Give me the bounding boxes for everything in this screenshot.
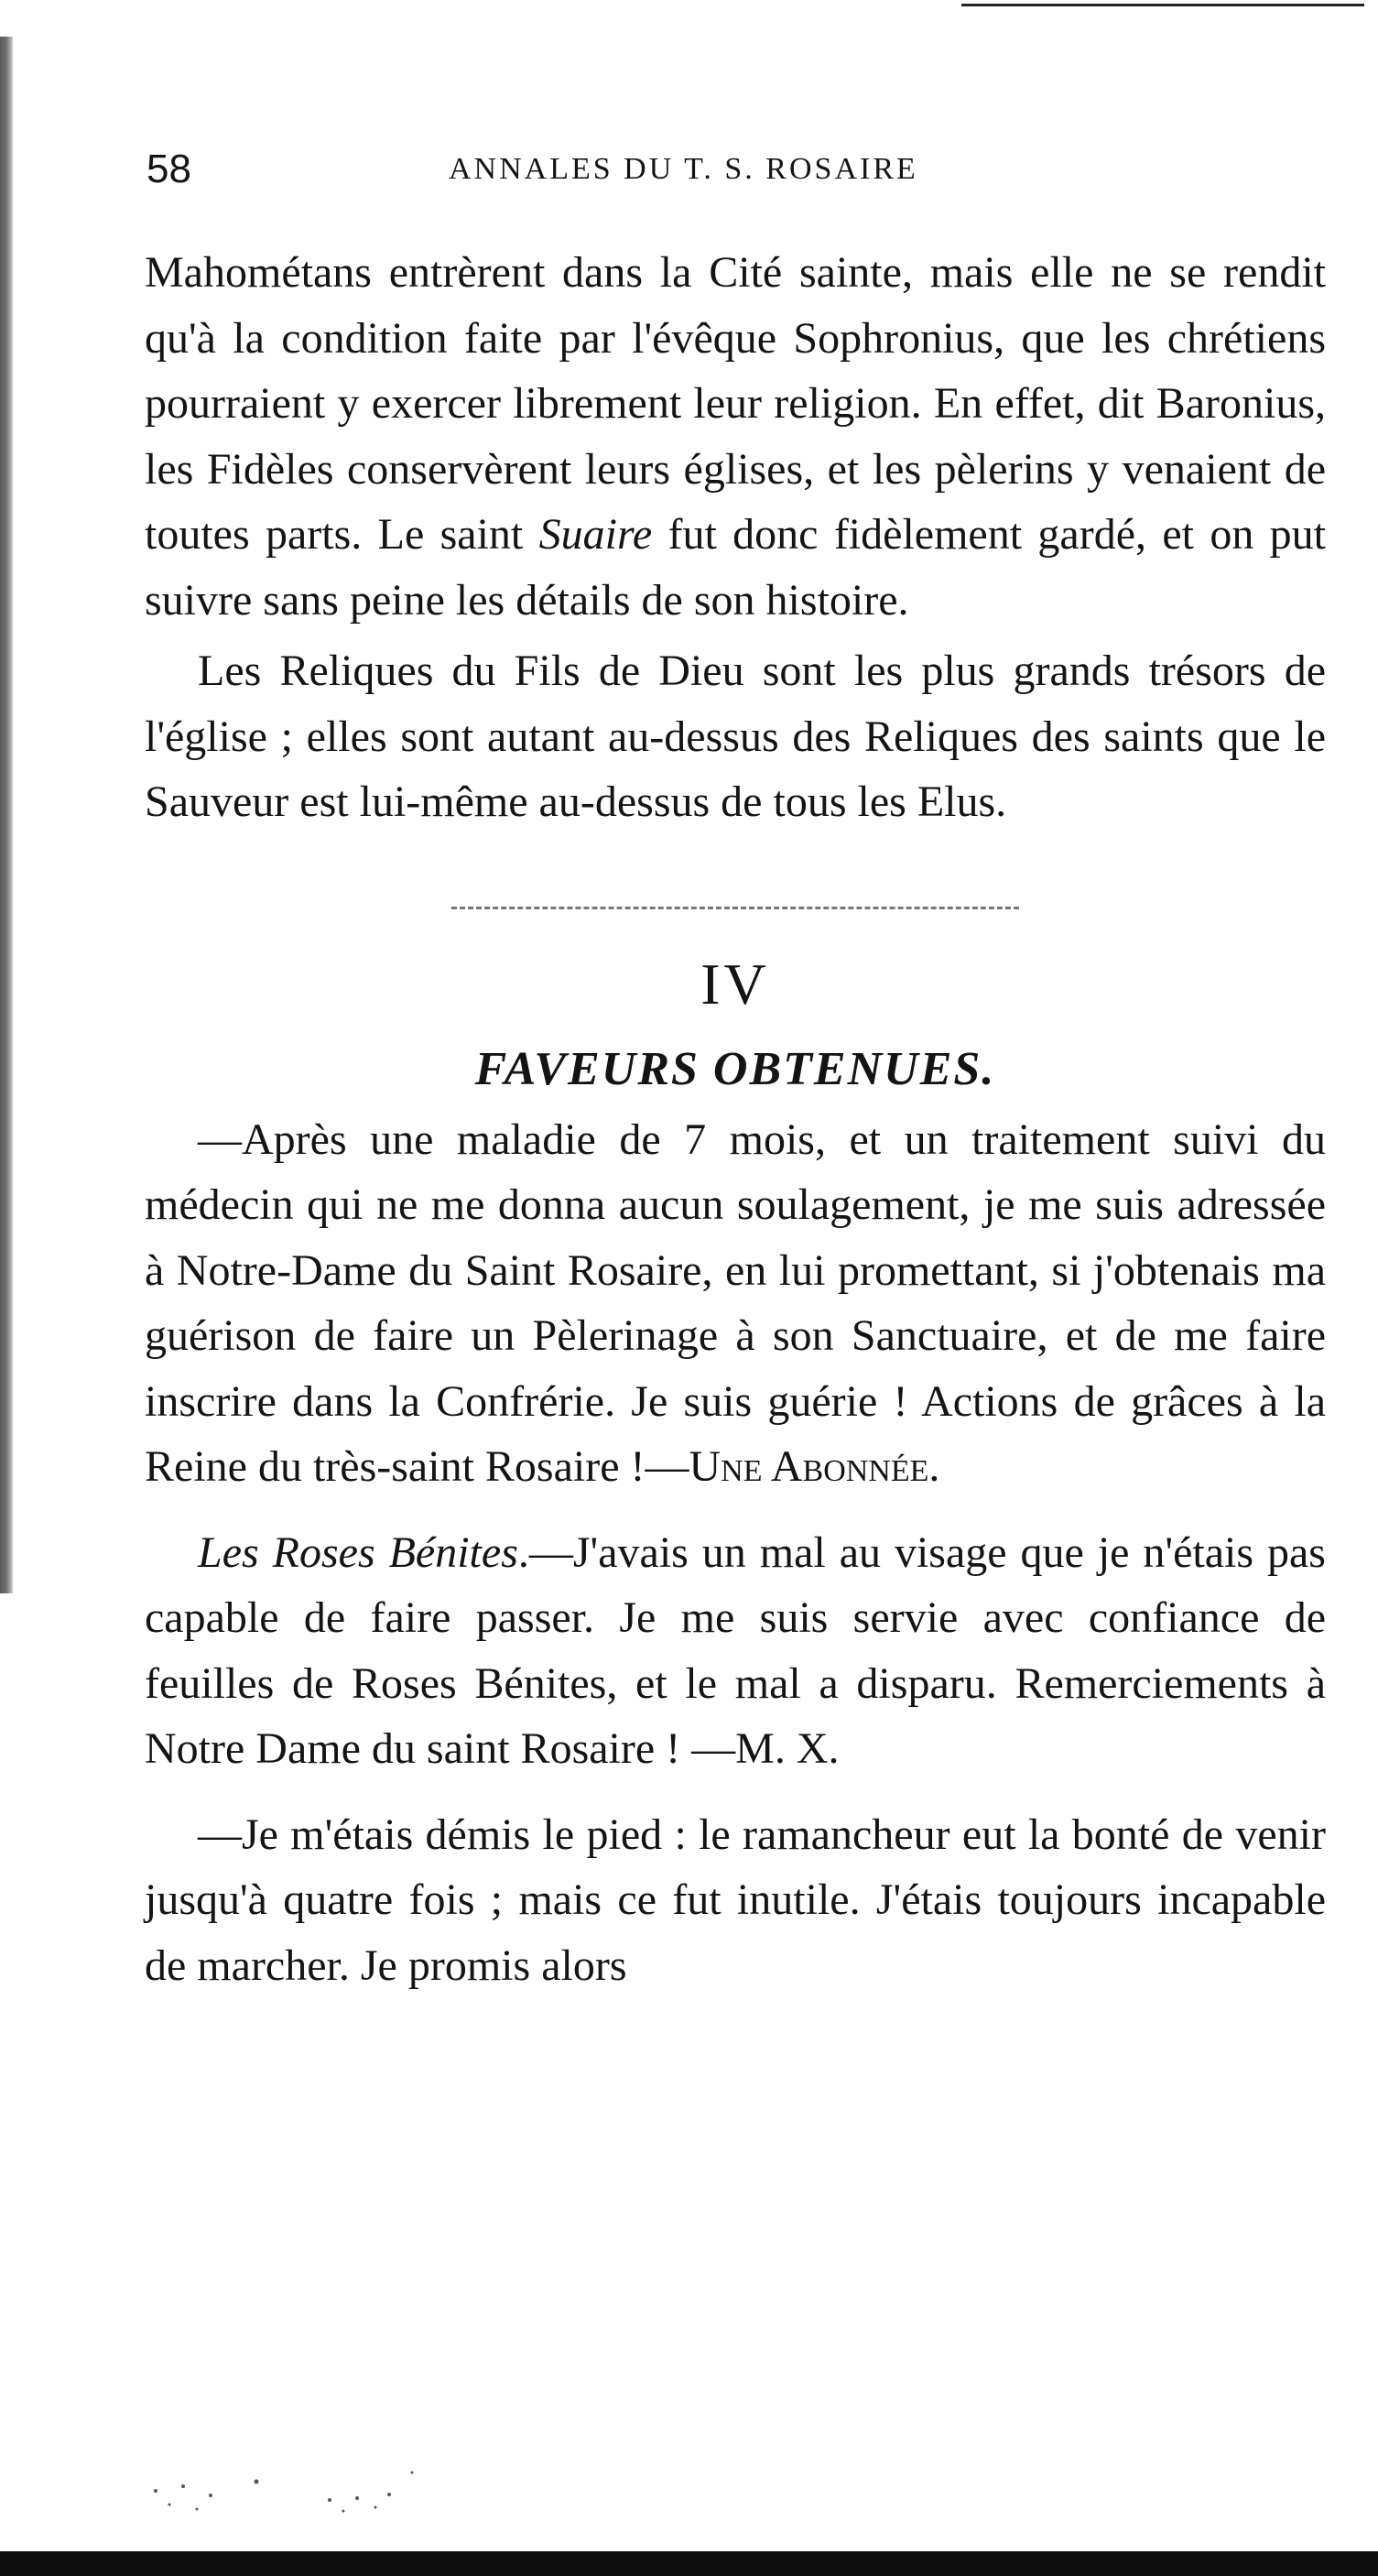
running-title: ANNALES DU T. S. ROSAIRE: [449, 152, 918, 186]
page-number: 58: [146, 147, 191, 191]
italic-term: Suaire: [538, 510, 653, 559]
binding-edge: [0, 37, 13, 1593]
bottom-edge: [0, 2551, 1378, 2576]
section-divider: [451, 907, 1019, 909]
section-number: IV: [700, 951, 770, 1016]
favor-item-3: —Je m'étais démis le pied : le ramancheur eut la bonté de venir jusqu'à quatre fois ; mais ce fut inutile. J'étais toujours incapable de marcher. Je promis alors: [145, 1810, 1326, 1990]
paragraph-text: fut donc fidèlement gardé, et on put suivre sans peine les détails de son histoire.: [145, 510, 1327, 625]
favor-text: .—J'avais un mal au visage que je n'étais pas capable de faire passer. Je me suis servie avec confiance de feuilles de Roses Bénites, et le mal a disparu. Remerciements à Notre Dame du saint Rosaire ! —M. X.: [145, 1527, 1326, 1773]
page-body: [145, 240, 1326, 1998]
favor-item-2: [145, 1520, 1326, 1782]
favor-lead: Les Roses Bénites: [198, 1527, 518, 1577]
paragraph-relics: Les Reliques du Fils de Dieu sont les plus grands trésors de l'église ; elles sont autant au-dessus des Reliques des saints que le Sauveur est lui-même au-dessus de tous les Elus.: [145, 647, 1326, 826]
section-title: FAVEURS OBTENUES.: [474, 1042, 996, 1095]
paragraph-continuation: [145, 240, 1326, 633]
print-specks: [146, 2454, 458, 2537]
favor-item-1: [145, 1107, 1326, 1500]
top-rule: [961, 4, 1364, 6]
favor-signature: Une Abonnée.: [689, 1442, 940, 1491]
favor-text: —Après une maladie de 7 mois, et un traitement suivi du médecin qui ne me donna aucun soulagement, je me suis adressée à Notre-Dame du Saint Rosaire, en lui promettant, si j'obtenais ma guérison de faire un Pèlerinage à son Sanctuaire, et de me faire inscrire dans la Confrérie. Je suis guérie ! Actions de grâces à la Reine du très-saint Rosaire !—: [145, 1114, 1326, 1491]
page-header: [146, 147, 1328, 201]
paragraph-text: Mahométans entrèrent dans la Cité sainte, mais elle ne se rendit qu'à la condition faite par l'évêque Sophronius, que les chrétiens pourraient y exercer librement leur religion. En effet, dit Baronius, les Fidèles conservèrent leurs églises, et les pèlerins y venaient de toutes parts. Le saint: [145, 248, 1326, 559]
